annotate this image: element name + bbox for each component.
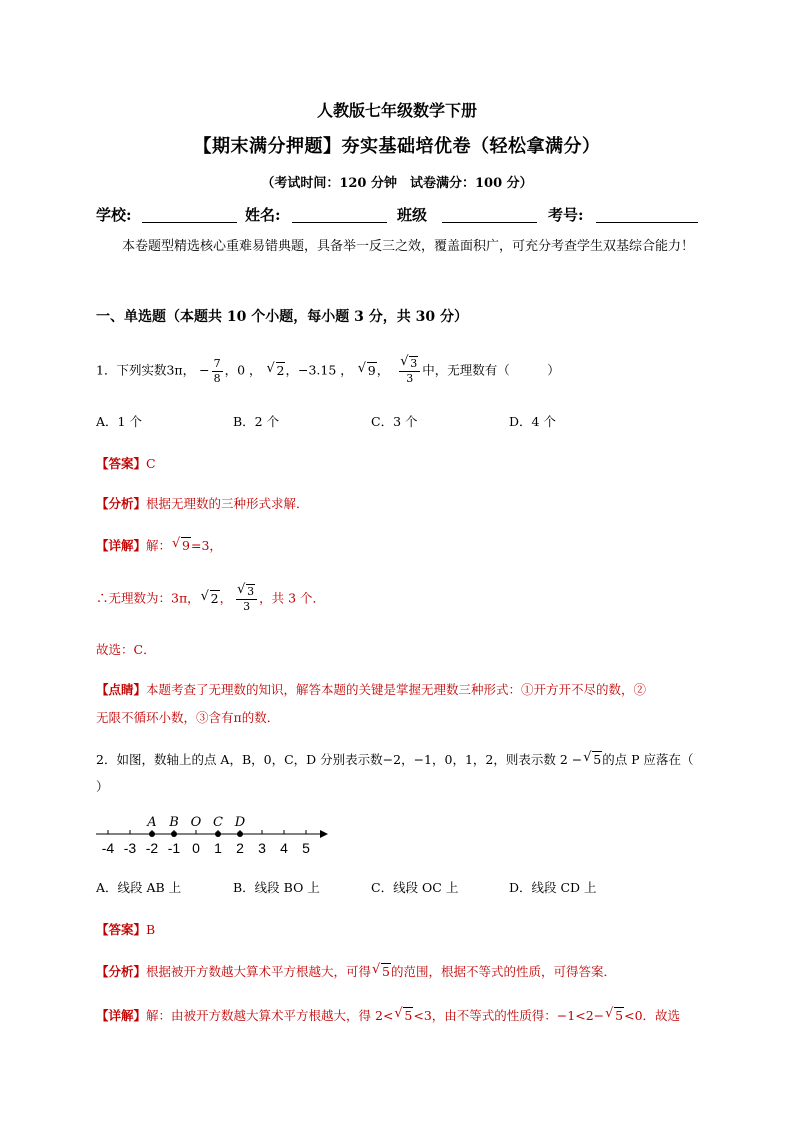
q2-option-c[interactable]: C．线段 OC 上 <box>371 880 459 895</box>
number-field[interactable] <box>596 204 698 223</box>
axis-point <box>149 831 155 837</box>
subtitle: 人教版七年级数学下册 <box>316 101 477 120</box>
section-heading: 一、单选题（本题共 10 个小题，每小题 3 分，共 30 分） <box>96 309 468 325</box>
q2-analysis-a: 根据被开方数越大算术平方根越大，可得 <box>146 964 372 979</box>
q2-analysis <box>96 962 616 980</box>
tick-label: -2 <box>145 840 159 856</box>
tick-label: -4 <box>101 840 115 856</box>
q2-detail-sqrt5b: √ 5 <box>614 1007 624 1023</box>
q1-n3: ，−3.15 ， <box>285 362 353 378</box>
q1-minus: − <box>199 362 210 378</box>
class-label: 班级 <box>397 206 428 224</box>
q1-stem-b: 中，无理数有（ ） <box>422 362 560 378</box>
q1-conclusion-a: ∴无理数为：3π， <box>96 590 200 606</box>
name-label: 姓名: <box>245 206 281 224</box>
q2-detail-a: 解：由被开方数越大算术平方根越大，得 2< <box>146 1008 394 1023</box>
school-label: 学校: <box>96 206 132 224</box>
q1-comment-tag: 【点睛】 <box>96 682 147 697</box>
q2-detail-b: <3，由不等式的性质得：−1<2− <box>413 1008 605 1023</box>
q1-answer-value: C <box>146 456 156 471</box>
number-line <box>94 812 330 858</box>
q1-detail-tag: 【详解】 <box>96 538 147 553</box>
q1-analysis-tag: 【分析】 <box>96 496 147 511</box>
q1-option-c[interactable]: C．3 个 <box>371 414 418 429</box>
q1-comment-line1 <box>96 680 646 698</box>
q1-sqrt3-fraction <box>399 356 420 386</box>
q1-sqrt2: √ 2 <box>276 362 286 378</box>
point-label: D <box>234 815 246 830</box>
page-title: 【期末满分押题】夯实基础培优卷（轻松拿满分） <box>193 136 601 157</box>
q2-answer-value: B <box>146 922 156 937</box>
q2-analysis-sqrt5: √ 5 <box>381 963 391 979</box>
q2-detail-c: <0．故选 <box>624 1008 681 1023</box>
q1-n2: ，0 ， <box>224 362 262 378</box>
q1-answer-tag: 【答案】 <box>96 456 147 471</box>
intro-text: 本卷题型精选核心重难易错典题，具备举一反三之效，覆盖面积广，可充分考查学生双基综合能力！ <box>122 239 695 254</box>
q2-detail <box>96 1006 680 1024</box>
q1-conclusion-c: ，共 3 个． <box>259 590 326 606</box>
point-labels <box>146 815 245 830</box>
class-field[interactable] <box>442 204 537 223</box>
tick-label: 3 <box>258 840 266 856</box>
tick-label: 1 <box>214 840 222 856</box>
q1-option-b[interactable]: B．2 个 <box>233 414 280 429</box>
q1-answer <box>96 454 156 472</box>
q2-analysis-tag: 【分析】 <box>96 964 147 979</box>
point-label: B <box>169 815 179 830</box>
exam-info: （考试时间：120 分钟 试卷满分：100 分） <box>261 176 533 191</box>
tick-label: -3 <box>123 840 137 856</box>
q1-conclusion-sqrt3: √ 3 <box>246 584 255 599</box>
q1-conclusion-den: 3 <box>243 600 251 613</box>
q2-answer <box>96 920 155 938</box>
q1-frac-den: 8 <box>213 371 221 385</box>
q1-sqrt3: √ 3 <box>409 356 418 371</box>
tick-labels <box>102 840 310 856</box>
q1-detail-a: 解： <box>146 538 172 553</box>
q1-n4: ， <box>376 362 390 378</box>
question-2-stem <box>96 750 694 768</box>
q2-stem-a: 2．如图，数轴上的点 A，B，0，C，D 分别表示数−2，−1，0，1，2，则表示数 2 − <box>96 752 583 767</box>
q2-option-d[interactable]: D．线段 CD 上 <box>509 880 597 895</box>
q1-detail <box>96 536 222 554</box>
q2-option-a[interactable]: A．线段 AB 上 <box>96 880 182 895</box>
tick-label: 5 <box>302 840 310 856</box>
q1-frac-num: 7 <box>213 356 221 370</box>
point-label: C <box>213 815 223 830</box>
question-1-stem <box>96 356 560 386</box>
q1-conclusion <box>96 584 325 614</box>
q2-stem-b: 的点 P 应落在（ <box>602 752 694 767</box>
school-field[interactable] <box>142 204 237 223</box>
q1-comment-a: 本题考查了无理数的知识，解答本题的关键是掌握无理数三种形式：①开方开不尽的数，② <box>146 682 647 697</box>
axis-point <box>237 831 243 837</box>
q2-detail-sqrt5a: √ 5 <box>403 1007 413 1023</box>
q1-fraction <box>212 357 223 386</box>
q1-analysis <box>96 494 309 512</box>
q1-stem-a: 1．下列实数 <box>96 362 167 378</box>
point-label: A <box>147 815 157 830</box>
q1-conclusion-fraction <box>236 584 257 614</box>
q1-detail-b: =3， <box>190 538 222 553</box>
q1-conclusion-b: ， <box>219 590 233 606</box>
q2-answer-tag: 【答案】 <box>96 922 147 937</box>
q1-option-a[interactable]: A．1 个 <box>96 414 142 429</box>
q1-sqrt9: √ 9 <box>367 362 377 378</box>
q2-detail-tag: 【详解】 <box>96 1008 147 1023</box>
tick-label: 2 <box>236 840 244 856</box>
axis-point <box>171 831 177 837</box>
q1-detail-sqrt9: √ 9 <box>181 537 191 553</box>
q1-choose: 故选：C． <box>96 642 156 657</box>
q2-analysis-b: 的范围，根据不等式的性质，可得答案． <box>390 964 616 979</box>
q1-conclusion-sqrt2: √ 2 <box>210 590 220 606</box>
axis-ticks <box>108 830 306 834</box>
axis-point <box>215 831 221 837</box>
q2-sqrt5: √ 5 <box>592 751 602 767</box>
q1-conclusion-num <box>236 584 257 600</box>
tick-label: 0 <box>192 840 200 856</box>
point-label: O <box>190 815 202 830</box>
q1-n1: 3π， <box>166 362 196 378</box>
q1-sqrt3-den: 3 <box>406 372 414 385</box>
q1-option-d[interactable]: D．4 个 <box>509 414 556 429</box>
q1-analysis-text: 根据无理数的三种形式求解． <box>146 496 309 511</box>
q1-comment-line2: 无限不循环小数，③含有π的数． <box>96 710 280 725</box>
q1-sqrt3-num <box>399 356 420 372</box>
number-label: 考号: <box>548 206 584 224</box>
name-field[interactable] <box>292 204 387 223</box>
tick-label: -1 <box>167 840 181 856</box>
axis-arrow <box>320 830 328 838</box>
q2-stem-c: ） <box>96 779 109 794</box>
q2-option-b[interactable]: B．线段 BO 上 <box>233 880 320 895</box>
tick-label: 4 <box>280 840 288 856</box>
